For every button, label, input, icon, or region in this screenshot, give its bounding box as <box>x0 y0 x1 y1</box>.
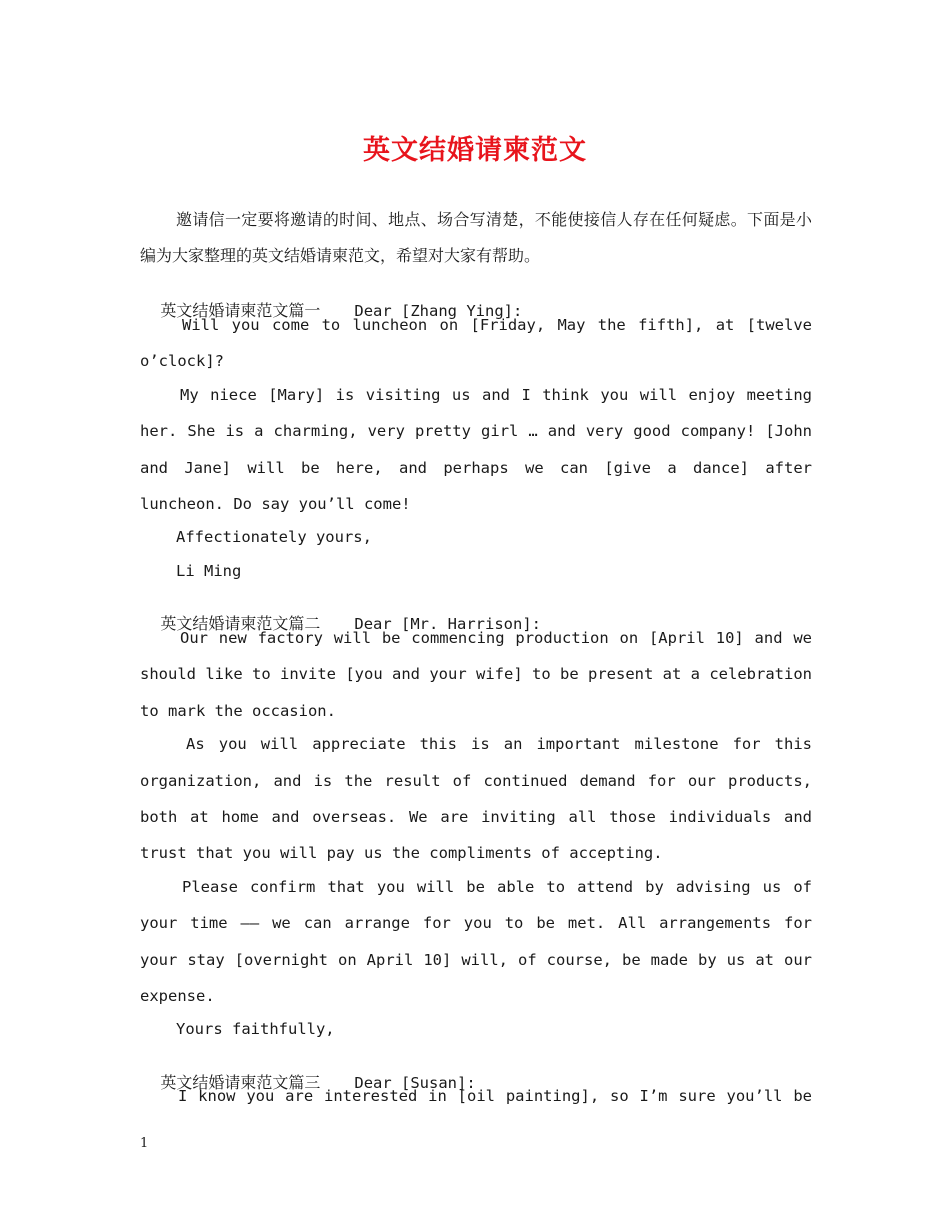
intro-line-1: 邀请信一定要将邀请的时间、地点、场合写清楚，不能使接信人存在任何疑虑。 <box>176 210 748 229</box>
salutation: Dear [Susan]: <box>354 1074 476 1092</box>
letter-line: As you will appreciate this is an important milestone for this <box>186 735 812 753</box>
section-heading-label: 英文结婚请柬范文篇二 <box>160 614 321 633</box>
intro-paragraph <box>140 202 812 274</box>
letter-closing: Yours faithfully, <box>176 1020 335 1038</box>
salutation: Dear [Mr. Harrison]: <box>354 615 541 633</box>
letter-line: trust that you will pay us the compliments of accepting. <box>140 844 663 862</box>
letter-line: luncheon. Do say you’ll come! <box>140 495 411 513</box>
intro-line-2: 下面是小编为大家整理的英文结婚请柬范文，希望对大家有帮助。 <box>140 210 812 265</box>
letter-line: both at home and overseas. We are inviting all those individuals and <box>140 808 812 826</box>
letter-line: Will you come to luncheon on [Friday, May the fifth], at [twelve <box>182 316 812 334</box>
letter-line: should like to invite [you and your wife] to be present at a celebration <box>140 665 812 683</box>
letter-signature: Li Ming <box>176 562 242 580</box>
letter-line: your time —— we can arrange for you to be met. All arrangements for <box>140 914 812 932</box>
letter-line: your stay [overnight on April 10] will, of course, be made by us at our <box>140 951 812 969</box>
letter-line: expense. <box>140 987 215 1005</box>
letter-closing: Affectionately yours, <box>176 528 372 546</box>
letter-line: I know you are interested in [oil painting], so I’m sure you’ll be <box>178 1087 812 1105</box>
letter-line: to mark the occasion. <box>140 702 336 720</box>
letter-line: Our new factory will be commencing production on [April 10] and we <box>180 629 812 647</box>
letter-line: and Jane] will be here, and perhaps we can [give a dance] after <box>140 459 812 477</box>
letter-line: Please confirm that you will be able to attend by advising us of <box>182 878 812 896</box>
salutation: Dear [Zhang Ying]: <box>354 302 523 320</box>
letter-line: My niece [Mary] is visiting us and I think you will enjoy meeting <box>180 386 812 404</box>
document-title: 英文结婚请柬范文 <box>363 135 587 166</box>
letter-line: o’clock]? <box>140 352 224 370</box>
page-number: 1 <box>140 1136 149 1151</box>
section-heading-label: 英文结婚请柬范文篇一 <box>160 301 321 320</box>
letter-line: her. She is a charming, very pretty girl … and very good company! [John <box>140 422 812 440</box>
letter-line: organization, and is the result of continued demand for our products, <box>140 772 812 790</box>
section-heading-label: 英文结婚请柬范文篇三 <box>160 1073 321 1092</box>
